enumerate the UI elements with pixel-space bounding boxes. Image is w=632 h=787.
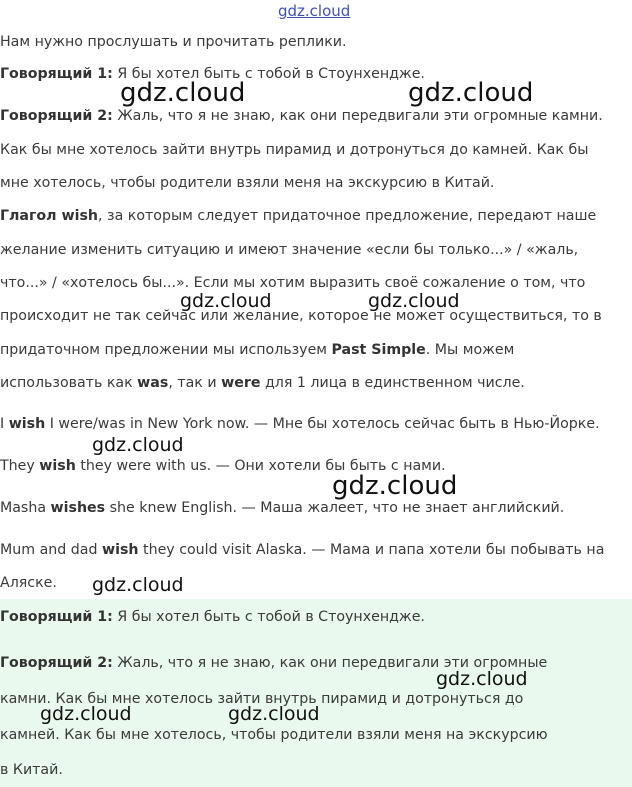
example-1: I wish I were/was in New York now. — Мне бы хотелось сейчас быть в Нью-Йорке. [0,416,600,432]
speaker1-label: Говорящий 1: [0,66,113,82]
watermark: gdz.cloud [92,574,184,596]
watermark: gdz.cloud [120,78,246,108]
answer-speaker1: Говорящий 1: Я бы хотел быть с тобой в Стоунхендже. [0,609,425,625]
watermark: gdz.cloud [408,78,534,108]
watermark: gdz.cloud [332,471,458,501]
grammar-label: Глагол wish [0,208,99,224]
answer-speaker2-line-2: камни. Как бы мне хотелось зайти внутрь пирамид и дотронуться до [0,691,524,707]
answer-speaker2-line-4: в Китай. [0,762,63,778]
speaker2-label: Говорящий 2: [0,108,113,124]
watermark-top: gdz.cloud [278,2,351,20]
grammar-line-3: что...» / «хотелось бы...». Если мы хотим выразить своё сожаление о том, что [0,275,586,291]
speaker2-line-2: Как бы мне хотелось зайти внутрь пирамид и дотронуться до камней. Как бы [0,142,589,158]
grammar-line-2: желание изменить ситуацию и имеют значение «если бы только...» / «жаль, [0,242,579,258]
watermark: gdz.cloud [180,290,272,312]
speaker2-line [0,108,603,124]
grammar-line-6: использовать как was, так и were для 1 лица в единственном числе. [0,375,525,391]
example-3: Masha wishes she knew English. — Маша жалеет, что не знает английский. [0,500,565,516]
example-4: Mum and dad wish they could visit Alaska. — Мама и папа хотели бы побывать на [0,542,605,558]
grammar-line-5: придаточном предложении мы используем Past Simple. Мы можем [0,342,515,358]
watermark: gdz.cloud [228,703,320,725]
watermark: gdz.cloud [368,290,460,312]
answer-speaker2: Говорящий 2: Жаль, что я не знаю, как они передвигали эти огромные [0,655,548,671]
example-4-cont: Аляске. [0,575,57,591]
watermark: gdz.cloud [436,668,528,690]
watermark: gdz.cloud [92,434,184,456]
example-2: They wish they were with us. — Они хотели бы быть с нами. [0,458,446,474]
speaker1-text: Я бы хотел быть с тобой в Стоунхендже. [112,66,425,82]
intro-text: Нам нужно прослушать и прочитать реплики. [0,34,347,50]
speaker2-line-3: мне хотелось, чтобы родители взяли меня на экскурсию в Китай. [0,175,495,191]
grammar-line-1: Глагол wish, за которым следует придаточное предложение, передают наше [0,208,597,224]
answer-speaker2-line-3: камней. Как бы мне хотелось, чтобы родители взяли меня на экскурсию [0,727,548,743]
grammar-line-4: происходит не так сейчас или желание, которое не может осуществиться, то в [0,308,602,324]
watermark: gdz.cloud [40,703,132,725]
speaker2-text: Жаль, что я не знаю, как они передвигали эти огромные камни. [112,108,603,124]
